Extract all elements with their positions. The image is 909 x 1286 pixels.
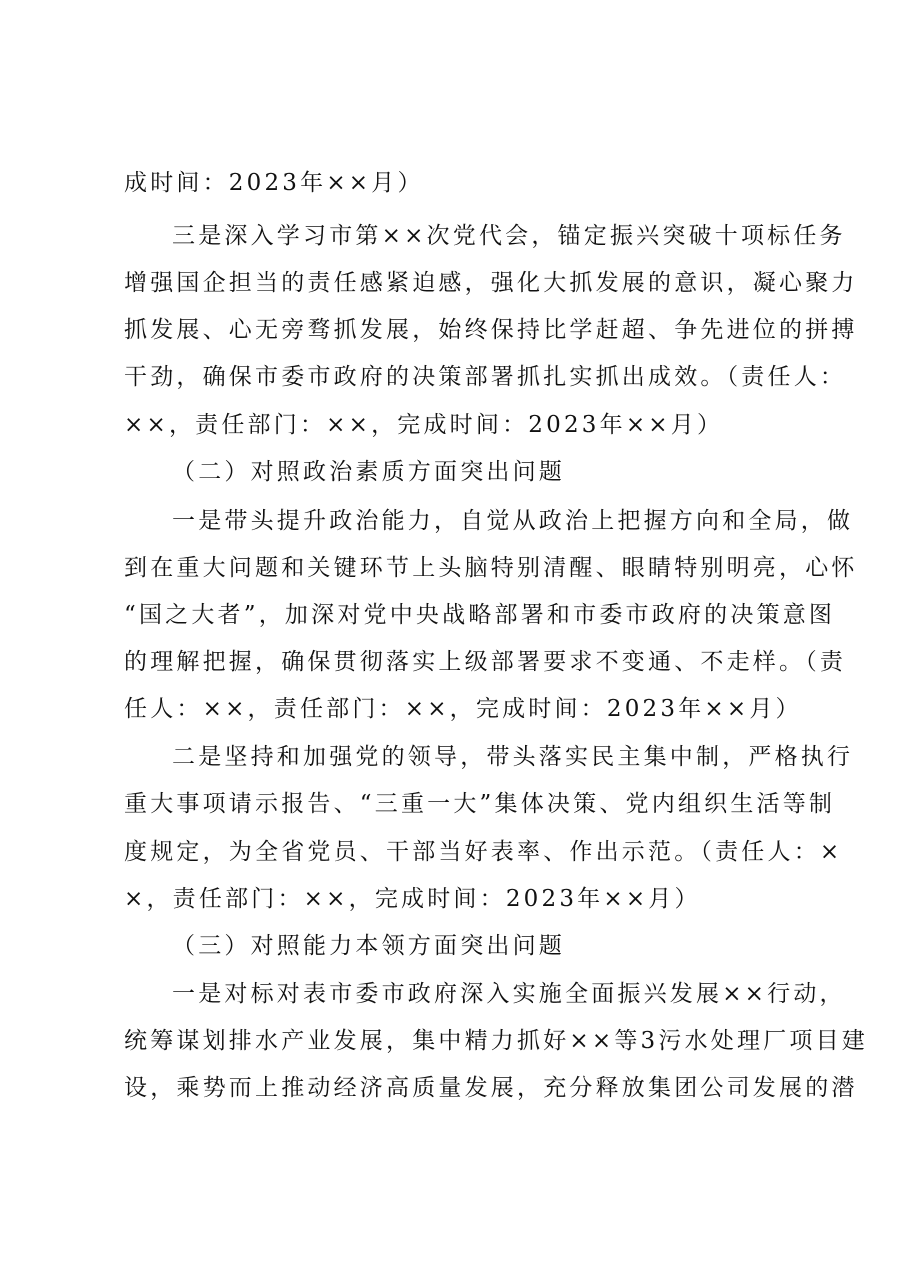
paragraph-item-1b-start: 一是对标对表市委市政府深入实施全面振兴发展××行动， [172,981,846,1007]
paragraph-item-2-start: 二是坚持和加强党的领导，带头落实民主集中制，严格执行 [172,744,854,770]
text-line-20: 设，乘势而上推动经济高质量发展，充分释放集团公司发展的潜 [124,1075,858,1101]
text-line-5: 干劲，确保市委市政府的决策部署抓扎实抓出成效。（责任人： [124,364,847,390]
text-line-10: “国之大者”，加深对党中央战略部署和市委市政府的决策意图 [124,602,836,628]
text-line-1: 成时间：2023年××月） [124,170,424,196]
paragraph-item-3-start: 三是深入学习市第××次党代会，锚定振兴突破十项标任务 [172,223,846,249]
text-line-11: 的理解把握，确保贯彻落实上级部署要求不变通、不走样。（责 [124,649,847,675]
section-heading-3: （三）对照能力本领方面突出问题 [172,933,565,959]
text-line-6: ××，责任部门：××，完成时间：2023年××月） [124,412,724,438]
paragraph-item-1-start: 一是带头提升政治能力，自觉从政治上把握方向和全局，做 [172,508,854,534]
section-heading-2: （二）对照政治素质方面突出问题 [172,459,565,485]
text-line-16: ×，责任部门：××，完成时间：2023年××月） [124,886,701,912]
text-line-14: 重大事项请示报告、“三重一大”集体决策、党内组织生活等制 [124,791,836,817]
text-line-15: 度规定，为全省党员、干部当好表率、作出示范。（责任人：× [124,839,843,865]
text-line-12: 任人：××，责任部门：××，完成时间：2023年××月） [124,696,802,722]
text-line-9: 到在重大问题和关键环节上头脑特别清醒、眼睛特别明亮，心怀 [124,555,858,581]
text-line-4: 抓发展、心无旁骛抓发展，始终保持比学赶超、争先进位的拼搏 [124,317,858,343]
text-line-3: 增强国企担当的责任感紧迫感，强化大抓发展的意识，凝心聚力 [124,270,858,296]
text-line-19: 统筹谋划排水产业发展，集中精力抓好××等3污水处理厂项目建 [124,1028,868,1054]
